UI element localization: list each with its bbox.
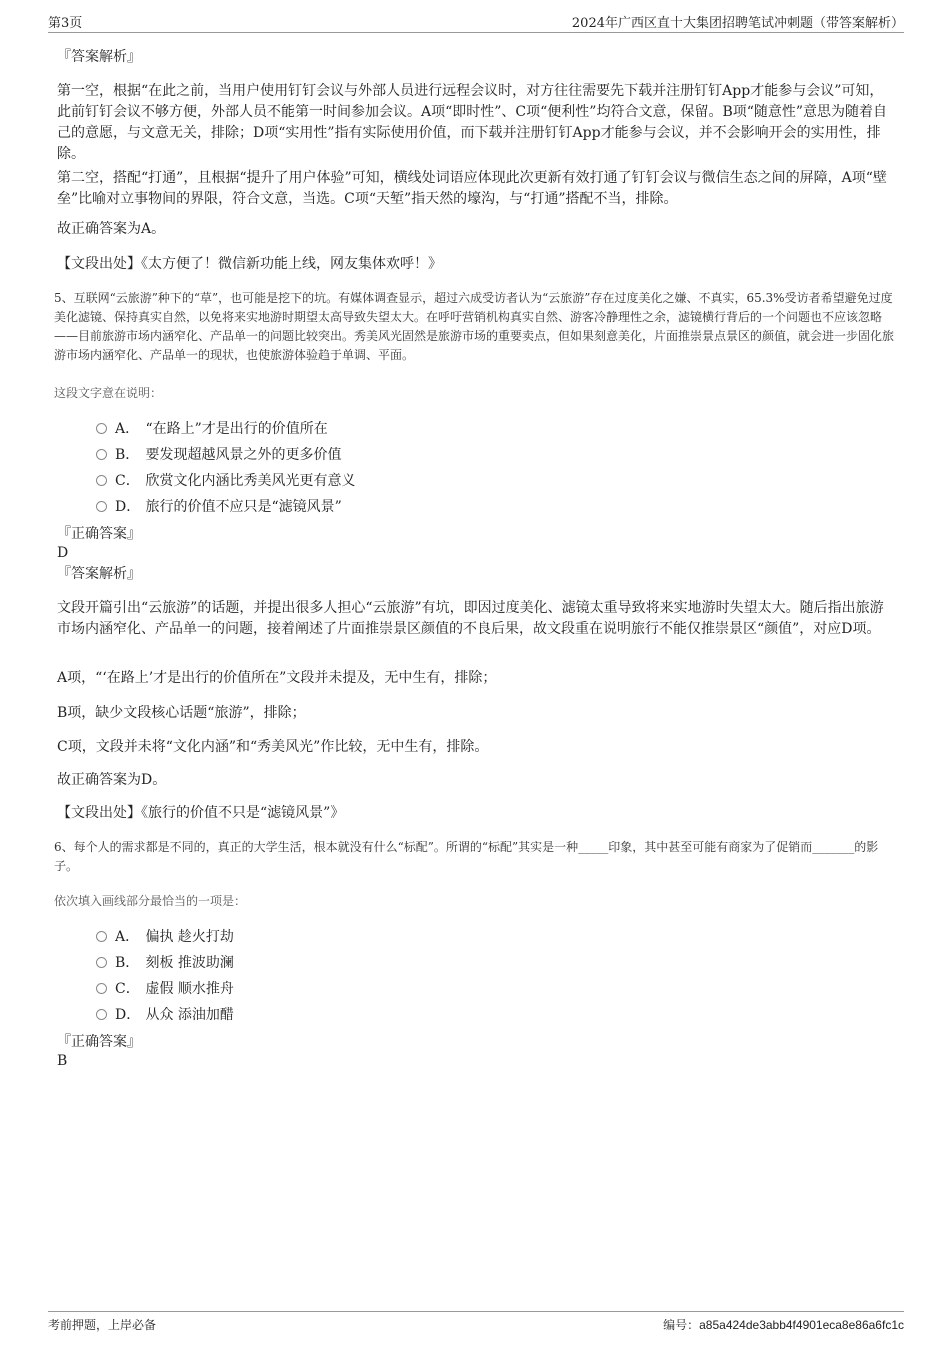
q4-conclusion: 故正确答案为A。 <box>57 221 166 237</box>
q4-source: 【文段出处】《太方便了！微信新功能上线，网友集体欢呼！》 <box>57 256 442 272</box>
page-number: 第3页 <box>48 16 83 31</box>
q4-analysis-para1: 第一空，根据“在此之前，当用户使用钉钉会议与外部人员进行远程会议时，对方往往需要先下载并注册钉钉App才能参与会议”可知，此前钉钉会议不够方便，外部人员不能第一时间参加会议。A项“即时性”、C项“便利性”均符合文意，保留。B项“随意性”意思为随着自己的意愿，与文意无关，排除；D项“实用性”指有实际使用价值，而下载并注册钉钉App才能参与会议，并不会影响开会的实用性，排除。 <box>57 83 888 162</box>
q6-question-text: 6、每个人的需求都是不同的，真正的大学生活，根本就没有什么“标配”。所谓的“标配”其实是一种_____印象，其中甚至可能有商家为了促销而_______的影子。 <box>54 840 879 873</box>
blank-2: _______ <box>812 840 855 854</box>
document-code: 编号：a85a424de3abb4f4901eca8e86a6fc1c <box>663 1318 904 1332</box>
q5-option-c[interactable]: C． 欣赏文化内涵比秀美风光更有意义 <box>96 471 355 491</box>
q4-analysis-label: 『答案解析』 <box>57 49 141 65</box>
q5-option-d[interactable]: D． 旅行的价值不应只是“滤镜风景” <box>96 497 342 517</box>
radio-icon[interactable] <box>96 983 107 994</box>
q5-stem: 这段文字意在说明： <box>54 386 163 400</box>
q5-option-a[interactable]: A． “在路上”才是出行的价值所在 <box>96 419 328 439</box>
q6-stem: 依次填入画线部分最恰当的一项是： <box>54 894 247 908</box>
radio-icon[interactable] <box>96 957 107 968</box>
q5-option-b[interactable]: B． 要发现超越风景之外的更多价值 <box>96 445 341 465</box>
radio-icon[interactable] <box>96 1009 107 1020</box>
q6-option-c[interactable]: C． 虚假 顺水推舟 <box>96 979 234 999</box>
footer-slogan: 考前押题，上岸必备 <box>48 1318 157 1332</box>
radio-icon[interactable] <box>96 449 107 460</box>
q6-answer: B <box>57 1053 68 1069</box>
radio-icon[interactable] <box>96 501 107 512</box>
q6-answer-label: 『正确答案』 <box>57 1034 141 1050</box>
page-header <box>48 12 904 33</box>
blank-1: _____ <box>578 840 609 854</box>
document-title: 2024年广西区直十大集团招聘笔试冲刺题（带答案解析） <box>571 16 904 31</box>
q5-answer: D <box>57 545 69 561</box>
q5-analysis-para1: 文段开篇引出“云旅游”的话题，并提出很多人担心“云旅游”有坑，即因过度美化、滤镜太重导致将来实地游时失望太大。随后指出旅游市场内涵窄化、产品单一的问题，接着阐述了片面推崇景区颜值的不良后果，故文段重在说明旅行不能仅推崇景区“颜值”，对应D项。 <box>57 600 884 637</box>
q5-analysis-c: C项，文段并未将“文化内涵”和“秀美风光”作比较，无中生有，排除。 <box>57 739 489 755</box>
q5-question-text: 5、互联网“云旅游”种下的“草”，也可能是挖下的坑。有媒体调查显示，超过六成受访者认为“云旅游”存在过度美化之嫌、不真实，65.3%受访者希望避免过度美化滤镜、保持真实自然，以免将来实地游时期望太高导致失望太大。在呼吁营销机构真实自然、游客冷静理性之余，滤镜横行背后的一个问题也不应该忽略——目前旅游市场内涵窄化、产品单一的问题比较突出。秀美风光固然是旅游市场的重要卖点，但如果刻意美化，片面推崇景点景区的颜值，就会进一步固化旅游市场内涵窄化、产品单一的现状，也使旅游体验趋于单调、平面。 <box>54 291 895 362</box>
q4-analysis-para2: 第二空，搭配“打通”，且根据“提升了用户体验”可知，横线处词语应体现此次更新有效打通了钉钉会议与微信生态之间的屏障，A项“壁垒”比喻对立事物间的界限，符合文意，当选。C项“天堑”指天然的壕沟，与“打通”搭配不当，排除。 <box>57 170 887 207</box>
q5-conclusion: 故正确答案为D。 <box>57 772 167 788</box>
radio-icon[interactable] <box>96 931 107 942</box>
q5-analysis-b: B项，缺少文段核心话题“旅游”，排除； <box>57 705 306 721</box>
radio-icon[interactable] <box>96 475 107 486</box>
page-footer <box>48 1311 904 1338</box>
q6-option-a[interactable]: A． 偏执 趁火打劫 <box>96 927 234 947</box>
q5-analysis-a: A项，“‘在路上’才是出行的价值所在”文段并未提及，无中生有，排除； <box>57 670 497 686</box>
q6-option-b[interactable]: B． 刻板 推波助澜 <box>96 953 234 973</box>
q6-option-d[interactable]: D． 从众 添油加醋 <box>96 1005 234 1025</box>
q5-source: 【文段出处】《旅行的价值不只是“滤镜风景”》 <box>57 805 345 821</box>
q5-answer-label: 『正确答案』 <box>57 526 141 542</box>
radio-icon[interactable] <box>96 423 107 434</box>
q5-analysis-label: 『答案解析』 <box>57 566 141 582</box>
